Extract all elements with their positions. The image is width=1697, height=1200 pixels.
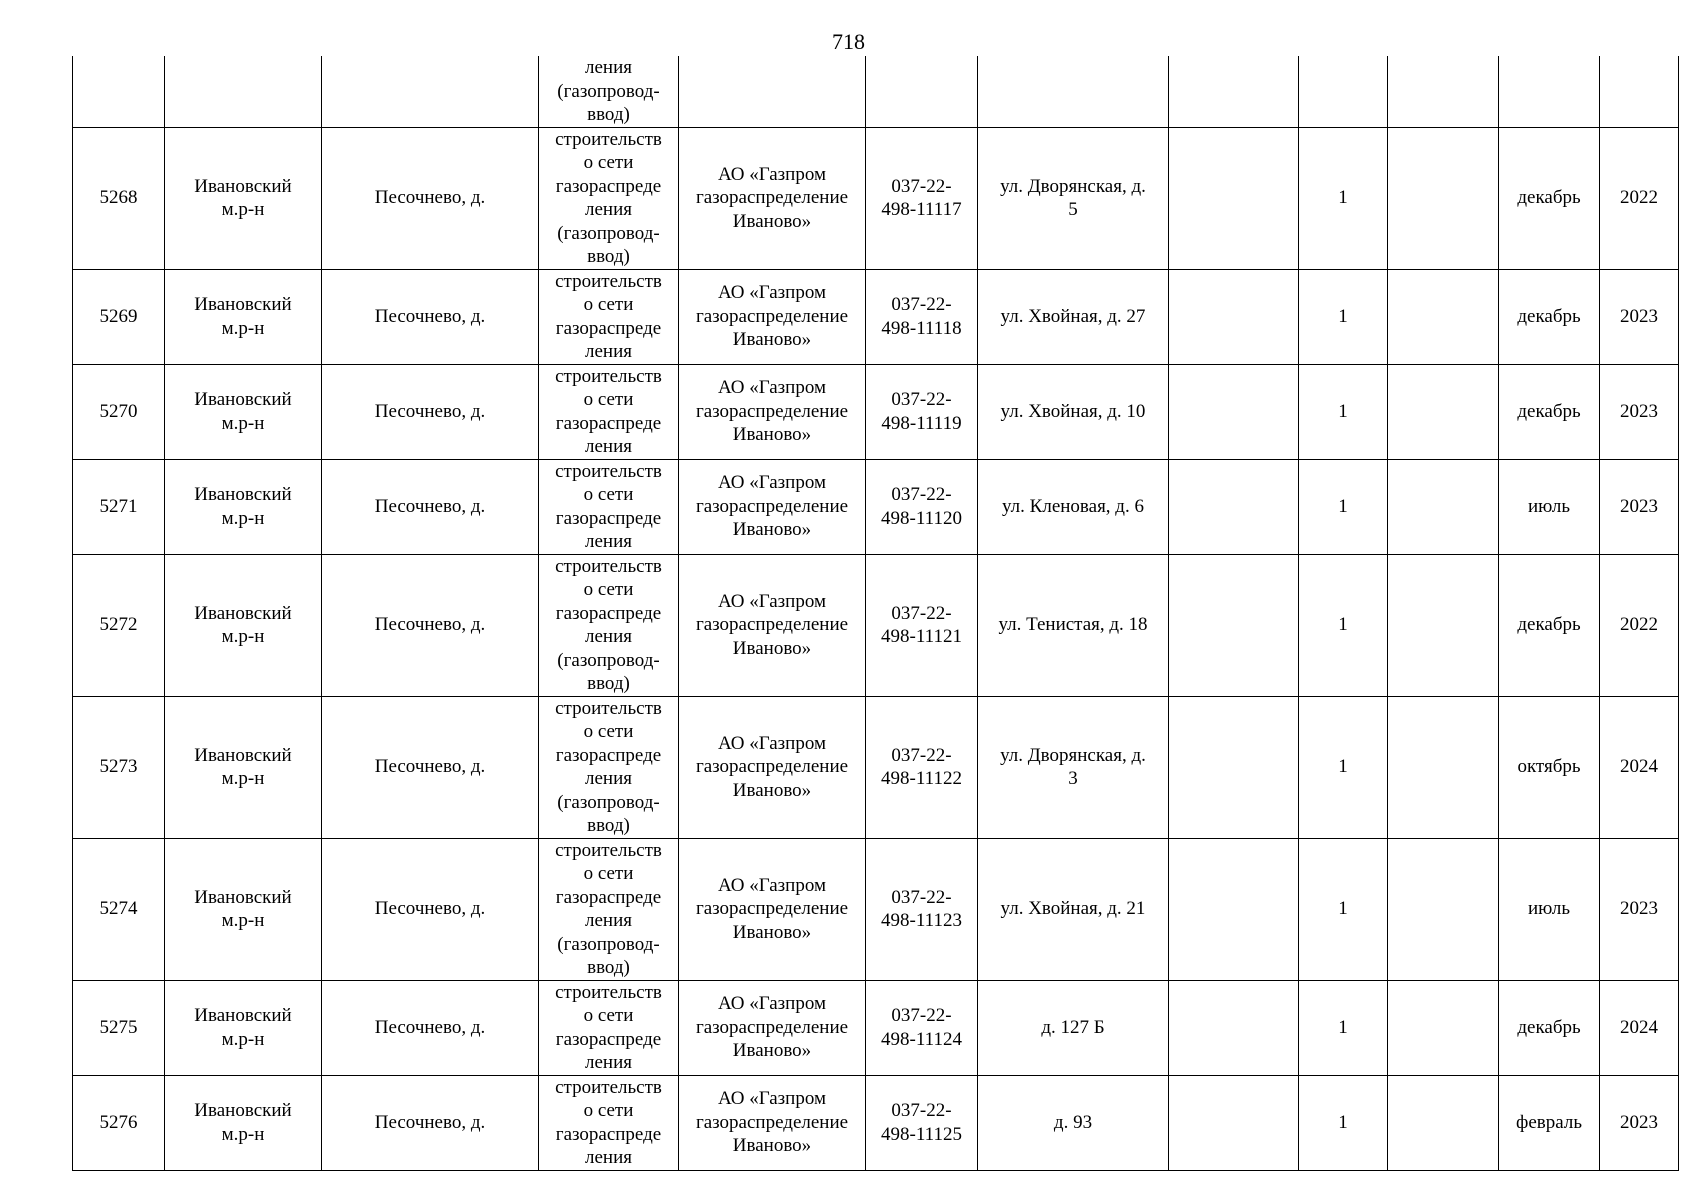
cell-organization: АО «Газпром газораспределение Иваново»: [679, 459, 866, 554]
cell-work-type: строительств о сети газораспреде ления: [539, 459, 679, 554]
cell-locality: [322, 56, 539, 127]
table-row: [73, 554, 1679, 696]
table-row: [73, 980, 1679, 1075]
cell-code: 037-22- 498-11117: [866, 127, 978, 269]
cell-extra: [1169, 696, 1299, 838]
cell-count: 1: [1299, 364, 1388, 459]
cell-address: ул. Дворянская, д. 5: [978, 127, 1169, 269]
cell-month: февраль: [1499, 1075, 1600, 1170]
cell-year: 2022: [1600, 127, 1679, 269]
cell-district: Ивановский м.р-н: [165, 364, 322, 459]
cell-number: 5269: [73, 269, 165, 364]
cell-locality: Песочнево, д.: [322, 459, 539, 554]
cell-work-type: строительств о сети газораспреде ления: [539, 364, 679, 459]
cell-organization: АО «Газпром газораспределение Иваново»: [679, 838, 866, 980]
cell-count: 1: [1299, 554, 1388, 696]
cell-count: 1: [1299, 980, 1388, 1075]
cell-col10: [1388, 1075, 1499, 1170]
table-row: [73, 269, 1679, 364]
cell-year: 2024: [1600, 696, 1679, 838]
cell-work-type: строительств о сети газораспреде ления (газопровод- ввод): [539, 696, 679, 838]
cell-number: 5276: [73, 1075, 165, 1170]
cell-locality: Песочнево, д.: [322, 1075, 539, 1170]
cell-code: 037-22- 498-11121: [866, 554, 978, 696]
cell-extra: [1169, 838, 1299, 980]
cell-month: декабрь: [1499, 269, 1600, 364]
cell-locality: Песочнево, д.: [322, 127, 539, 269]
cell-district: Ивановский м.р-н: [165, 696, 322, 838]
cell-work-type: строительств о сети газораспреде ления: [539, 980, 679, 1075]
cell-number: 5272: [73, 554, 165, 696]
cell-locality: Песочнево, д.: [322, 696, 539, 838]
cell-month: июль: [1499, 459, 1600, 554]
cell-district: Ивановский м.р-н: [165, 269, 322, 364]
cell-work-type: ления (газопровод- ввод): [539, 56, 679, 127]
cell-work-type: строительств о сети газораспреде ления: [539, 1075, 679, 1170]
cell-number: 5274: [73, 838, 165, 980]
cell-code: 037-22- 498-11125: [866, 1075, 978, 1170]
cell-address: д. 127 Б: [978, 980, 1169, 1075]
page-number: 718: [832, 29, 865, 54]
table-body: [73, 56, 1679, 1170]
cell-organization: АО «Газпром газораспределение Иваново»: [679, 696, 866, 838]
cell-number: 5271: [73, 459, 165, 554]
table-row: [73, 838, 1679, 980]
cell-work-type: строительств о сети газораспреде ления (газопровод- ввод): [539, 127, 679, 269]
cell-col10: [1388, 838, 1499, 980]
table-row: [73, 459, 1679, 554]
cell-number: 5273: [73, 696, 165, 838]
cell-address: ул. Хвойная, д. 21: [978, 838, 1169, 980]
table-row: [73, 696, 1679, 838]
cell-extra: [1169, 459, 1299, 554]
cell-number: 5270: [73, 364, 165, 459]
cell-count: 1: [1299, 269, 1388, 364]
cell-locality: Песочнево, д.: [322, 364, 539, 459]
cell-organization: АО «Газпром газораспределение Иваново»: [679, 980, 866, 1075]
cell-code: 037-22- 498-11118: [866, 269, 978, 364]
cell-address: ул. Тенистая, д. 18: [978, 554, 1169, 696]
cell-number: 5275: [73, 980, 165, 1075]
cell-year: 2023: [1600, 269, 1679, 364]
cell-code: 037-22- 498-11124: [866, 980, 978, 1075]
cell-district: Ивановский м.р-н: [165, 127, 322, 269]
cell-extra: [1169, 364, 1299, 459]
cell-count: 1: [1299, 838, 1388, 980]
cell-year: 2022: [1600, 554, 1679, 696]
cell-month: июль: [1499, 838, 1600, 980]
cell-number: 5268: [73, 127, 165, 269]
cell-locality: Песочнево, д.: [322, 838, 539, 980]
cell-col10: [1388, 127, 1499, 269]
cell-col10: [1388, 56, 1499, 127]
cell-month: декабрь: [1499, 364, 1600, 459]
cell-locality: Песочнево, д.: [322, 554, 539, 696]
cell-organization: [679, 56, 866, 127]
cell-year: 2023: [1600, 838, 1679, 980]
cell-district: Ивановский м.р-н: [165, 1075, 322, 1170]
cell-address: ул. Кленовая, д. 6: [978, 459, 1169, 554]
cell-district: Ивановский м.р-н: [165, 554, 322, 696]
cell-code: [866, 56, 978, 127]
cell-col10: [1388, 269, 1499, 364]
cell-organization: АО «Газпром газораспределение Иваново»: [679, 554, 866, 696]
cell-work-type: строительств о сети газораспреде ления (газопровод- ввод): [539, 554, 679, 696]
cell-month: октябрь: [1499, 696, 1600, 838]
cell-address: ул. Хвойная, д. 27: [978, 269, 1169, 364]
cell-extra: [1169, 269, 1299, 364]
table-row: [73, 127, 1679, 269]
cell-code: 037-22- 498-11119: [866, 364, 978, 459]
cell-col10: [1388, 696, 1499, 838]
cell-code: 037-22- 498-11122: [866, 696, 978, 838]
cell-district: Ивановский м.р-н: [165, 980, 322, 1075]
cell-district: [165, 56, 322, 127]
cell-col10: [1388, 554, 1499, 696]
cell-address: ул. Дворянская, д. 3: [978, 696, 1169, 838]
cell-col10: [1388, 364, 1499, 459]
cell-month: декабрь: [1499, 554, 1600, 696]
cell-district: Ивановский м.р-н: [165, 838, 322, 980]
cell-number: [73, 56, 165, 127]
cell-count: 1: [1299, 127, 1388, 269]
cell-count: [1299, 56, 1388, 127]
cell-extra: [1169, 1075, 1299, 1170]
registry-table: [72, 56, 1679, 1171]
table-row: [73, 1075, 1679, 1170]
cell-col10: [1388, 459, 1499, 554]
cell-count: 1: [1299, 696, 1388, 838]
cell-extra: [1169, 980, 1299, 1075]
cell-year: 2023: [1600, 364, 1679, 459]
cell-year: 2024: [1600, 980, 1679, 1075]
cell-organization: АО «Газпром газораспределение Иваново»: [679, 127, 866, 269]
cell-month: декабрь: [1499, 127, 1600, 269]
cell-organization: АО «Газпром газораспределение Иваново»: [679, 1075, 866, 1170]
cell-work-type: строительств о сети газораспреде ления: [539, 269, 679, 364]
cell-address: ул. Хвойная, д. 10: [978, 364, 1169, 459]
cell-month: [1499, 56, 1600, 127]
cell-code: 037-22- 498-11123: [866, 838, 978, 980]
cell-organization: АО «Газпром газораспределение Иваново»: [679, 269, 866, 364]
cell-code: 037-22- 498-11120: [866, 459, 978, 554]
table-row: [73, 364, 1679, 459]
cell-year: [1600, 56, 1679, 127]
cell-col10: [1388, 980, 1499, 1075]
cell-count: 1: [1299, 459, 1388, 554]
cell-extra: [1169, 127, 1299, 269]
cell-extra: [1169, 554, 1299, 696]
cell-locality: Песочнево, д.: [322, 269, 539, 364]
cell-organization: АО «Газпром газораспределение Иваново»: [679, 364, 866, 459]
cell-count: 1: [1299, 1075, 1388, 1170]
cell-address: [978, 56, 1169, 127]
cell-district: Ивановский м.р-н: [165, 459, 322, 554]
cell-year: 2023: [1600, 1075, 1679, 1170]
cell-extra: [1169, 56, 1299, 127]
cell-address: д. 93: [978, 1075, 1169, 1170]
cell-locality: Песочнево, д.: [322, 980, 539, 1075]
cell-month: декабрь: [1499, 980, 1600, 1075]
cell-year: 2023: [1600, 459, 1679, 554]
cell-work-type: строительств о сети газораспреде ления (газопровод- ввод): [539, 838, 679, 980]
table-row-continued: [73, 56, 1679, 127]
